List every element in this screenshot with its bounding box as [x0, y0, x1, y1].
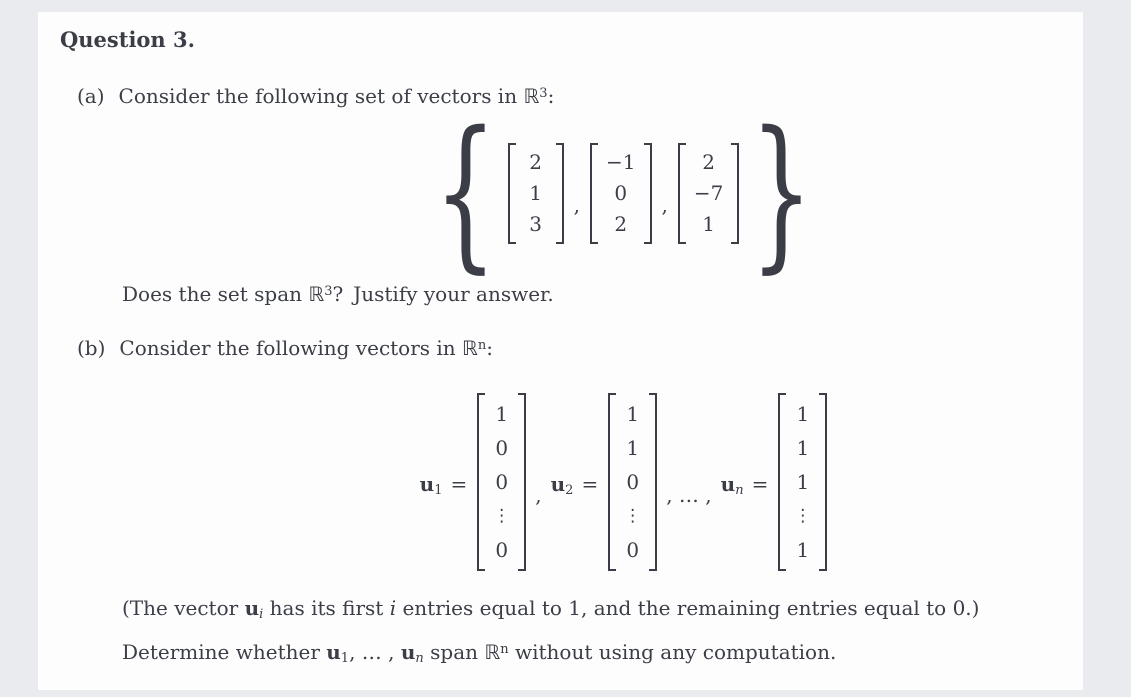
bracket-right-icon — [518, 393, 526, 571]
vector-entry: 1 — [702, 212, 715, 236]
u-subscript: n — [735, 483, 744, 499]
set-open-brace: { — [433, 96, 497, 288]
document-page — [38, 12, 1083, 690]
reals-exponent: 3 — [539, 85, 548, 101]
question-title: Question 3. — [60, 27, 195, 52]
u-vectors-display — [38, 393, 1083, 571]
part-a-intro-colon: : — [547, 84, 555, 108]
u-symbol: u — [400, 640, 416, 664]
column-vector-1 — [508, 143, 564, 244]
question-suffix: ? Justify your answer. — [332, 282, 554, 306]
question-text: Does the set span — [122, 282, 309, 306]
u-symbol: u — [326, 640, 341, 664]
part-b-intro-colon: : — [486, 336, 494, 360]
vector-entry: 1 — [495, 402, 509, 426]
equals-sign: = — [581, 472, 599, 496]
note-text: (The vector — [122, 596, 245, 620]
vector-separator: , — [661, 192, 668, 217]
column-vector-2 — [590, 143, 651, 244]
part-a-intro-text: Consider the following set of vectors in — [118, 84, 524, 108]
equals-sign: = — [450, 472, 468, 496]
reals-exponent: n — [477, 337, 487, 353]
vdots-symbol: ⋮ — [794, 506, 812, 526]
vector-entry: 0 — [626, 470, 640, 494]
bracket-left-icon — [778, 393, 786, 571]
vector-entry: 0 — [614, 181, 628, 205]
vdots-symbol: ⋮ — [624, 506, 642, 526]
vector-separator: , — [535, 483, 542, 507]
vector-entry: 0 — [626, 538, 640, 562]
u1-vector — [477, 393, 526, 571]
u1-label — [419, 472, 468, 499]
vector-entry: −1 — [606, 150, 636, 174]
reals-symbol: ℝ — [484, 640, 501, 664]
equals-sign: = — [751, 472, 769, 496]
u-subscript: 2 — [565, 483, 574, 499]
set-close-brace: } — [750, 96, 814, 288]
bracket-right-icon — [649, 393, 657, 571]
un-label — [720, 472, 769, 499]
determine-text: span — [423, 640, 485, 664]
bracket-left-icon — [508, 143, 516, 244]
note-text: entries equal to 1, and the remaining entries equal to 0.) — [396, 596, 980, 620]
vector-entry: 0 — [495, 538, 509, 562]
u2-label — [550, 472, 599, 499]
bracket-right-icon — [731, 143, 739, 244]
determine-text: Determine whether — [122, 640, 327, 664]
u2-vector — [608, 393, 657, 571]
u-subscript: n — [415, 651, 424, 667]
bracket-right-icon — [644, 143, 652, 244]
u-subscript: i — [259, 607, 264, 623]
vector-entry: 1 — [796, 402, 810, 426]
vector-entry: 2 — [702, 150, 715, 174]
bracket-right-icon — [819, 393, 827, 571]
u-symbol: u — [419, 472, 435, 496]
index-variable: i — [389, 596, 397, 620]
bracket-right-icon — [556, 143, 564, 244]
part-b-note-line — [122, 596, 1083, 624]
u-symbol: u — [550, 472, 566, 496]
reals-symbol: ℝ — [308, 282, 325, 306]
vector-entry: 2 — [529, 150, 543, 174]
bracket-left-icon — [678, 143, 686, 244]
part-a-question-line — [122, 282, 1083, 310]
column-vector-3 — [678, 143, 739, 244]
vector-entry: 1 — [796, 470, 810, 494]
vdots-symbol: ⋮ — [493, 506, 511, 526]
part-b-label: (b) — [77, 336, 106, 360]
u-symbol: u — [244, 596, 260, 620]
note-text: has its first — [263, 596, 390, 620]
vector-entry: 2 — [614, 212, 628, 236]
bracket-left-icon — [477, 393, 485, 571]
vector-entry: 0 — [495, 436, 509, 460]
reals-symbol: ℝ — [523, 84, 540, 108]
ellipsis-separator: , … , — [349, 640, 401, 664]
u-symbol: u — [720, 472, 736, 496]
part-b-intro-text: Consider the following vectors in — [119, 336, 463, 360]
bracket-left-icon — [590, 143, 598, 244]
determine-text: without using any computation. — [508, 640, 837, 664]
reals-exponent: 3 — [324, 283, 333, 299]
reals-exponent: n — [500, 641, 509, 657]
un-vector — [778, 393, 827, 571]
part-a-label: (a) — [77, 84, 105, 108]
vector-entry: 3 — [529, 212, 543, 236]
part-b-intro-line — [77, 336, 1083, 364]
part-b-determine-line — [122, 640, 1083, 668]
vector-entry: 1 — [796, 436, 810, 460]
u-subscript: 1 — [340, 651, 350, 667]
vector-entry: 1 — [796, 538, 810, 562]
vector-separator: , — [573, 192, 581, 217]
ellipsis-separator: , … , — [666, 483, 712, 507]
vector-entry: 1 — [626, 402, 640, 426]
vector-entry: 1 — [529, 181, 543, 205]
bracket-left-icon — [608, 393, 616, 571]
u-subscript: 1 — [434, 483, 443, 499]
vector-entry: 0 — [495, 470, 509, 494]
reals-symbol: ℝ — [462, 336, 478, 360]
part-a-intro-line — [77, 84, 1083, 112]
vector-entry: 1 — [626, 436, 640, 460]
vector-entry: −7 — [693, 181, 724, 205]
